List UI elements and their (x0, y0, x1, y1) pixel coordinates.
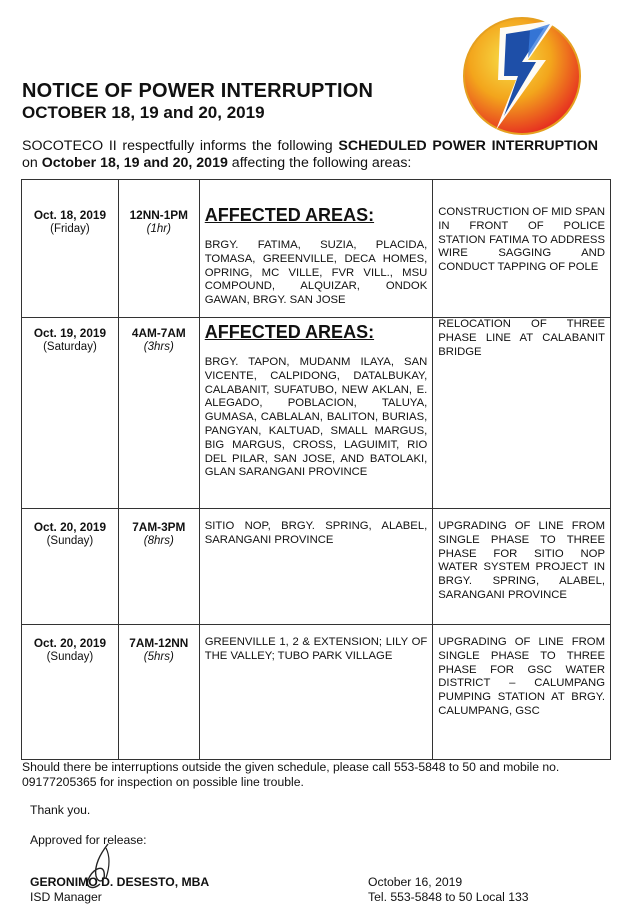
intro-text-3: affecting the following areas: (227, 155, 412, 171)
time-cell (118, 180, 199, 318)
schedule-table (21, 179, 611, 760)
date-text: Oct. 20, 2019 (33, 636, 107, 650)
activity-cell (433, 180, 611, 318)
activity-cell (433, 625, 611, 760)
day-text: (Friday) (50, 223, 90, 235)
time-text: 4AM-7AM (131, 326, 186, 340)
date-cell (22, 180, 119, 318)
areas-text: SITIO NOP, BRGY. SPRING, ALABEL, SARANGANI PROVINCE (204, 520, 428, 546)
areas-cell (199, 509, 433, 625)
time-cell (118, 509, 199, 625)
date-cell (22, 509, 119, 625)
notice-date: October 16, 2019 (368, 875, 463, 889)
contact-telephone: Tel. 553-5848 to 50 Local 133 (368, 890, 529, 904)
activity-text: RELOCATION OF THREE PHASE LINE AT CALABANIT BRIDGE (438, 318, 605, 358)
day-text: (Sunday) (46, 535, 94, 547)
date-text: Oct. 18, 2019 (33, 208, 107, 222)
page-title: NOTICE OF POWER INTERRUPTION (22, 80, 374, 102)
time-text: 7AM-3PM (132, 520, 186, 534)
activity-cell (433, 509, 611, 625)
activity-cell (433, 318, 611, 509)
schedule-row (22, 625, 611, 760)
date-text: Oct. 20, 2019 (33, 520, 107, 534)
time-text: 12NN-1PM (129, 208, 188, 222)
intro-text-1: SOCOTECO II respectfully informs the following (22, 138, 339, 154)
areas-text: GREENVILLE 1, 2 & EXTENSION; LILY OF THE VALLEY; TUBO PARK VILLAGE (204, 636, 428, 662)
signer-name: GERONIMO D. DESESTO, MBA (30, 875, 210, 889)
activity-text: UPGRADING OF LINE FROM SINGLE PHASE TO THREE PHASE FOR GSC WATER DISTRICT – CALUMPANG PUMPING STATION AT BRGY. CALUMPANG, GSC (438, 636, 605, 717)
lightning-bolt-logo (458, 10, 586, 138)
approved-label: Approved for release: (30, 833, 147, 847)
intro-bold-1: SCHEDULED POWER INTERRUPTION (338, 138, 599, 154)
time-cell (118, 318, 199, 509)
activity-text: UPGRADING OF LINE FROM SINGLE PHASE TO THREE PHASE FOR SITIO NOP WATER SYSTEM PROJECT IN BRGY. SPRING, ALABEL, SARANGANI PROVINCE (438, 520, 605, 601)
day-text: (Saturday) (43, 341, 97, 353)
areas-text: BRGY. TAPON, MUDANM ILAYA, SAN VICENTE, CALPIDONG, DATALBUKAY, CALABANIT, SUFATUBO, NEW AKLAN, E. ALEGADO, POBLACION, TALUYA, GUMASA, CABLALAN, BALITON, BURIAS, PANGYAN, KALTUAD, SMALL MARGUS, BIG MARGUS, CROSS, LAGUIMIT, RIO DEL PILAR, SAN JOSE, AND BATOLAKI, GLAN SARANGANI PROVINCE (204, 356, 428, 479)
date-cell (22, 625, 119, 760)
areas-cell (199, 180, 433, 318)
schedule-row (22, 509, 611, 625)
signer-title: ISD Manager (30, 890, 102, 904)
intro-paragraph (22, 138, 598, 172)
day-text: (Sunday) (46, 651, 94, 663)
page-subtitle: OCTOBER 18, 19 and 20, 2019 (22, 103, 265, 122)
time-cell (118, 625, 199, 760)
time-text: 7AM-12NN (129, 636, 189, 650)
affected-areas-header: AFFECTED AREAS: (204, 205, 375, 225)
affected-areas-header: AFFECTED AREAS: (204, 322, 375, 342)
duration-text: (5hrs) (143, 651, 174, 663)
contact-note: Should there be interruptions outside the given schedule, please call 553-5848 to 50 and mobile no. 09177205365 for inspection on possible line trouble. (22, 760, 560, 789)
intro-bold-2: October 18, 19 and 20, 2019 (41, 155, 228, 171)
areas-text: BRGY. FATIMA, SUZIA, PLACIDA, TOMASA, GREENVILLE, DECA HOMES, OPRING, MC VILLE, FVR VILL., MSU COMPOUND, ALQUIZAR, ONDOK GAWAN, BRGY. SAN JOSE (204, 239, 428, 307)
areas-cell (199, 318, 433, 509)
duration-text: (1hr) (146, 223, 171, 235)
activity-text: CONSTRUCTION OF MID SPAN IN FRONT OF POLICE STATION FATIMA TO ADDRESS WIRE SAGGING AND CONDUCT TAPPING OF POLE (438, 206, 605, 274)
schedule-row (22, 318, 611, 509)
thanks-text: Thank you. (30, 803, 91, 817)
date-text: Oct. 19, 2019 (33, 326, 107, 340)
intro-text-2: on (22, 155, 42, 171)
duration-text: (3hrs) (143, 341, 174, 353)
areas-cell (199, 625, 433, 760)
duration-text: (8hrs) (143, 535, 174, 547)
schedule-row (22, 180, 611, 318)
date-cell (22, 318, 119, 509)
